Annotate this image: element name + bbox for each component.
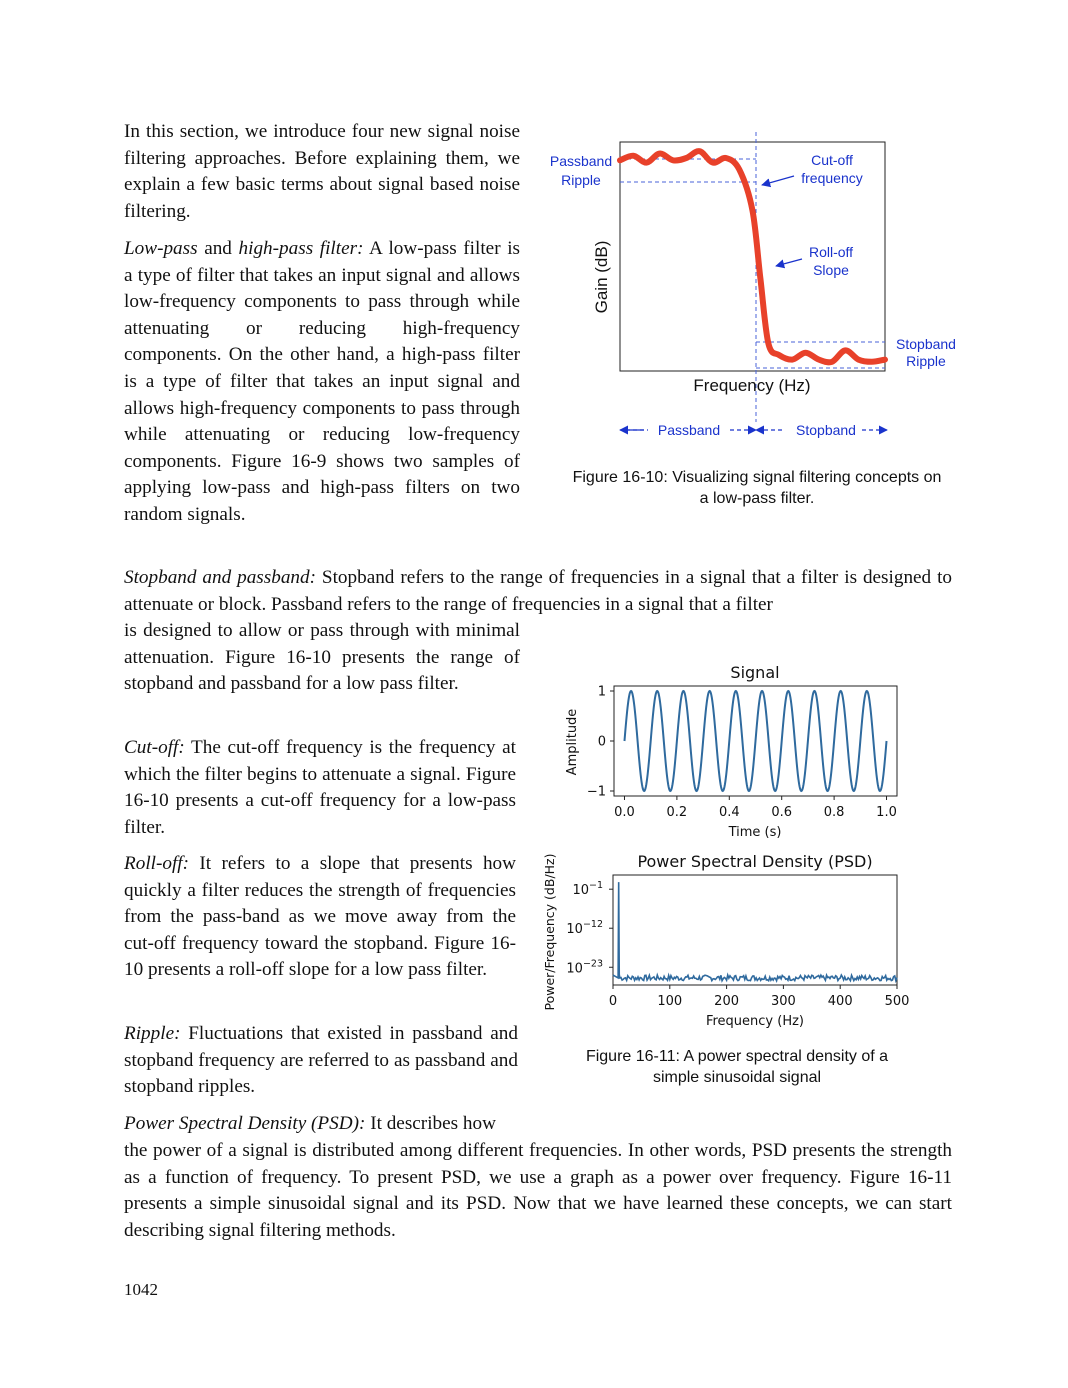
term-ripple: Ripple: [124, 1023, 181, 1044]
term-rolloff: Roll-off: [124, 853, 190, 874]
signal-y-tick-label: 0 [597, 734, 606, 750]
rolloff-body: It refers to a slope that presents how quickly a filter reduces the strength of frequencies from the pass-band as we move away from the cut-off frequency toward the stopband. Figure 16-10 presents a roll-off slope for a low pass filter. [124, 853, 516, 981]
signal-x-tick-label: 0.6 [771, 805, 793, 820]
term-cutoff: Cut-off: [124, 737, 185, 758]
psd-x-tick-label: 0 [608, 994, 618, 1009]
ripple-body: Fluctuations that existed in passband and stopband frequency are referred to as passband and stopband ripples. [124, 1023, 518, 1098]
signal-x-tick-label: 0.0 [614, 805, 635, 820]
x-axis-label: Frequency (Hz) [693, 376, 811, 395]
figure-16-11 [540, 660, 940, 1040]
term-lowpass: Low-pass [124, 238, 198, 259]
cutoff-body: The cut-off frequency is the frequency at which the filter begins to attenuate a signal. Figure 16-10 presents a cut-off frequency for a low-pass filter. [124, 737, 516, 838]
text-and: and [197, 238, 239, 259]
figure-16-11-caption [540, 1046, 934, 1088]
psd-y-tick-label: $10^{-12}$ [566, 919, 603, 938]
psd-line [613, 882, 897, 981]
signal-x-tick-label: 0.2 [666, 805, 688, 820]
signal-title: Signal [730, 663, 780, 682]
paragraph-psd: the power of a signal is distributed among different frequencies. In other words, PSD presents the strength as a function of frequency. To present PSD, we use a graph as a power over frequency. Figure 16-11 presents a simple sinusoidal signal and its PSD. Now that we have learned these concepts, we can start describing signal filtering methods. [124, 1140, 952, 1241]
figure-16-10-caption-line1: Figure 16-10: Visualizing signal filtering concepts on [572, 469, 942, 486]
lowpass-diagram [540, 130, 980, 450]
paragraph-ripple [124, 1021, 518, 1101]
psd-y-tick-label: $10^{-1}$ [572, 880, 603, 899]
stopband-body: Stopband refers to the range of frequencies in a signal that a filter is designed to attenuate or block. Passband refers to the range of frequencies in a signal that a filter [124, 567, 952, 615]
signal-x-tick-label: 1.0 [876, 805, 897, 820]
annotation-cutoff-line2: frequency [801, 170, 863, 186]
psd-y-label: Power/Frequency (dB/Hz) [542, 853, 557, 1011]
term-stopband: Stopband and passband: [124, 567, 316, 588]
psd-x-tick-label: 400 [827, 994, 853, 1009]
psd-x-ticks [609, 985, 910, 1009]
annotation-stopband-ripple-line1: Stopband [896, 336, 956, 352]
figure-16-10-caption [540, 467, 974, 509]
figure-16-11-caption-line2: simple sinusoidal signal [652, 1069, 822, 1086]
rolloff-arrow [776, 259, 802, 266]
psd-plot-frame [613, 875, 897, 985]
y-axis-label: Gain (dB) [592, 240, 611, 314]
annotation-passband-ripple-line2: Ripple [561, 172, 601, 188]
lowpass-body: A low-pass filter is a type of filter that takes an input signal and allows low-frequency components to pass through while attenuating or reducing high-frequency components. On the other hand, a high-pass filter is a type of filter that takes an input signal and allows high-frequency components to pass through while attenuating or reducing low-frequency components. Figure 16-9 shows two samples of applying low-pass and high-pass filters on two random signals. [124, 238, 520, 525]
signal-x-tick-label: 0.8 [823, 805, 845, 820]
psd-x-tick-label: 300 [770, 994, 796, 1009]
psd-body-first: It describes how [365, 1113, 496, 1134]
signal-line [624, 691, 886, 791]
signal-y-tick-label: −1 [586, 784, 606, 800]
label-passband: Passband [657, 422, 721, 438]
paragraph-psd-first-line [124, 1111, 584, 1138]
figure-16-10 [540, 130, 980, 450]
paragraph-cutoff [124, 735, 516, 841]
term-highpass: high-pass filter: [238, 238, 364, 259]
signal-x-tick-label: 0.4 [718, 805, 740, 820]
psd-x-tick-label: 200 [714, 994, 740, 1009]
psd-figure [540, 660, 940, 1040]
label-stopband: Stopband [796, 422, 856, 438]
psd-title: Power Spectral Density (PSD) [637, 852, 873, 871]
term-psd: Power Spectral Density (PSD): [124, 1113, 366, 1134]
signal-y-tick-label: 1 [597, 684, 606, 700]
annotation-rolloff-line2: Slope [813, 262, 849, 278]
paragraph-intro: In this section, we introduce four new signal noise filtering approaches. Before explaining them, we explain a few basic terms about signal based noise filtering. [124, 121, 520, 222]
annotation-passband-ripple-line1: Passband [549, 153, 613, 169]
figure-16-11-caption-line1: Figure 16-11: A power spectral density of a [585, 1048, 889, 1065]
signal-y-ticks [587, 685, 614, 800]
annotation-rolloff-line1: Roll-off [808, 244, 854, 260]
psd-x-tick-label: 100 [657, 994, 683, 1009]
psd-x-label: Frequency (Hz) [705, 1014, 805, 1029]
annotation-stopband-ripple-line2: Ripple [906, 353, 946, 369]
psd-y-tick-label: $10^{-23}$ [566, 958, 603, 977]
signal-x-ticks [614, 796, 897, 820]
signal-y-label: Amplitude [565, 708, 580, 776]
signal-x-label: Time (s) [728, 825, 782, 840]
paragraph-lowpass [124, 236, 520, 529]
figure-16-10-caption-line2: a low-pass filter. [699, 490, 815, 507]
annotation-cutoff-line1: Cut-off [811, 152, 853, 168]
psd-y-ticks [566, 880, 613, 976]
cutoff-arrow [762, 176, 794, 185]
paragraph-stopband [124, 565, 952, 618]
page-number: 1042 [124, 1280, 158, 1299]
paragraph-rolloff [124, 851, 516, 984]
paragraph-stopband-continued: is designed to allow or pass through with minimal attenuation. Figure 16-10 presents the range of stopband and passband for a low pass filter. [124, 620, 520, 695]
psd-x-tick-label: 500 [884, 994, 910, 1009]
